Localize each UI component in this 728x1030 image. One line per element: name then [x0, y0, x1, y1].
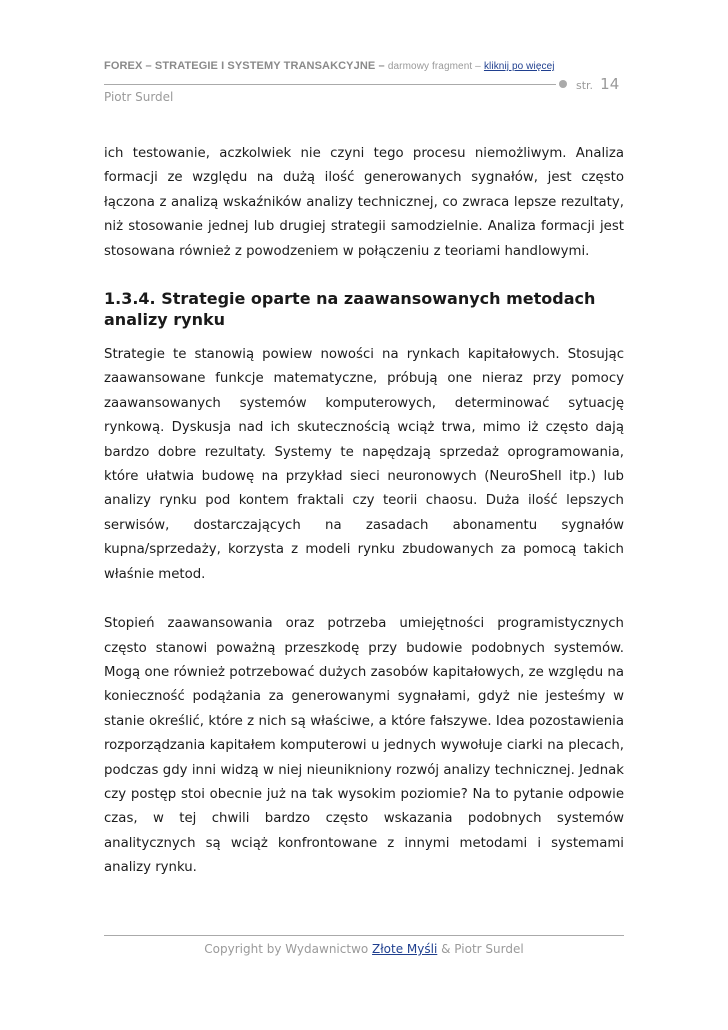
page-content: [104, 142, 624, 881]
paragraph-3: Stopień zaawansowania oraz potrzeba umiejętności programistycznych często stanowi poważną przeszkodę przy budowie podobnych systemów. Mogą one również potrzebować dużych zasobów kapitałowych, ze względu na konieczność podążania za generowanymi sygnałami, gdyż nie jesteśmy w stanie określić, które z nich są właściwe, a które fałszywe. Idea pozostawienia rozporządzania kapitałem komputerowi u jednych wywołuje ciarki na plecach, podczas gdy inni widzą w niej nieunikniony rozwój analizy technicznej. Jednak czy postęp stoi obecnie już na tak wysokim poziomie? Na to pytanie odpowie czas, w tej chwili bardzo często wskazania podobnych systemów analitycznych są wciąż konfrontowane z innymi metodami i systemami analizy rynku.: [104, 616, 624, 876]
section-heading: 1.3.4. Strategie oparte na zaawansowanych metodach analizy rynku: [104, 289, 596, 330]
publisher-link[interactable]: Złote Myśli: [372, 942, 438, 956]
footer-divider: [104, 935, 624, 936]
book-title: FOREX – STRATEGIE I SYSTEMY TRANSAKCYJNE –: [104, 60, 385, 72]
header-title-line: [104, 60, 624, 72]
header-divider: [104, 84, 556, 85]
page-label: str.: [576, 79, 594, 92]
copyright-text: Copyright by Wydawnictwo: [204, 942, 369, 956]
paragraph-2: Strategie te stanowią powiew nowości na rynkach kapitałowych. Stosując zaawansowane funkcje matematyczne, próbują one nieraz przy pomocy zaawansowanych systemów komputerowych, determinować sytuację rynkową. Dyskusja nad ich skutecznością wciąż trwa, mimo iż często dają bardzo dobre rezultaty. Systemy te napędzają sprzedaż oprogramowania, które ułatwia budowę na przykład sieci neuronowych (NeuroShell itp.) lub analizy rynku pod kontem fraktali czy teorii chaosu. Duża ilość lepszych serwisów, dostarczających na zasadach abonamentu sygnałów kupna/sprzedaży, korzysta z modeli rynku zbudowanych za pomocą takich właśnie metod.: [104, 347, 624, 582]
page-number: [576, 74, 619, 93]
paragraph-1: ich testowanie, aczkolwiek nie czyni tego procesu niemożliwym. Analiza formacji ze względu na dużą ilość generowanych sygnałów, jest często łączona z analizą wskaźników analizy technicznej, co zwraca lepsze rezultaty, niż stosowanie jednej lub drugiej strategii samodzielnie. Analiza formacji jest stosowana również z powodzeniem w połączeniu z teoriami handlowymi.: [104, 146, 624, 259]
copyright-suffix: & Piotr Surdel: [441, 942, 524, 956]
page-number-value: 14: [600, 75, 620, 93]
fragment-label: darmowy fragment –: [387, 61, 481, 72]
bullet-dot-icon: [559, 80, 567, 88]
more-link[interactable]: kliknij po więcej: [483, 61, 555, 72]
page-footer: [104, 942, 624, 956]
page-header: [104, 60, 624, 104]
header-author: Piotr Surdel: [104, 90, 174, 104]
